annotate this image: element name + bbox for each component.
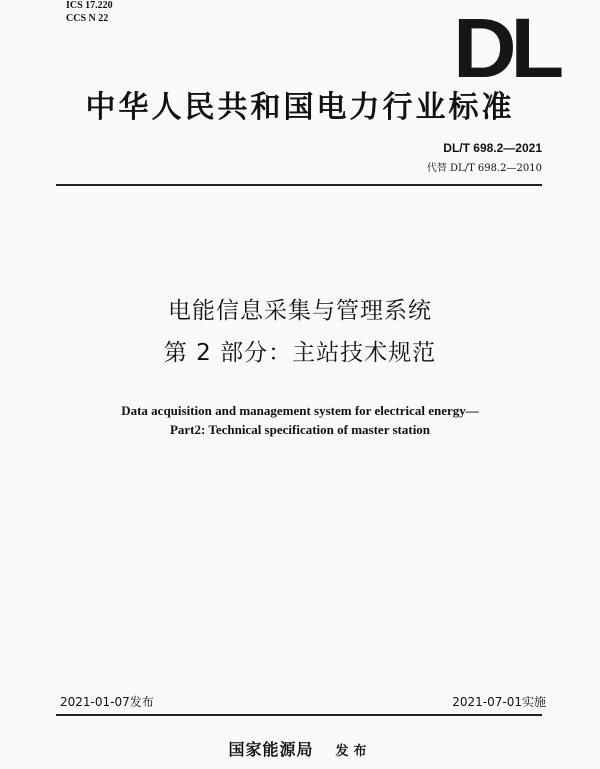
issue-verb: 发布: [335, 744, 372, 759]
footer-divider: [56, 714, 542, 716]
dl-logo: DL: [453, 1, 558, 95]
standard-code: DL/T 698.2—2021: [443, 141, 542, 155]
ccs-code: CCS N 22: [66, 13, 109, 24]
supersedes-note: 代替 DL/T 698.2—2010: [426, 163, 542, 174]
issue-date: 2021-01-07发布: [60, 695, 154, 709]
ics-code: ICS 17.220: [66, 0, 113, 11]
title-en-line2: Part2: Technical specification of master station: [169, 422, 431, 437]
authority-title: 中华人民共和国电力行业标准: [85, 90, 515, 125]
title-en-line1: Data acquisition and management system for electrical energy—: [121, 403, 479, 418]
issuer-name: 国家能源局: [228, 740, 314, 759]
issuer-line: [0, 737, 600, 760]
title-cn-line2: 第 2 部分：主站技术规范: [163, 340, 437, 366]
header-divider: [56, 184, 542, 186]
implementation-date: 2021-07-01实施: [452, 695, 546, 709]
title-cn-line1: 电能信息采集与管理系统: [168, 298, 432, 324]
